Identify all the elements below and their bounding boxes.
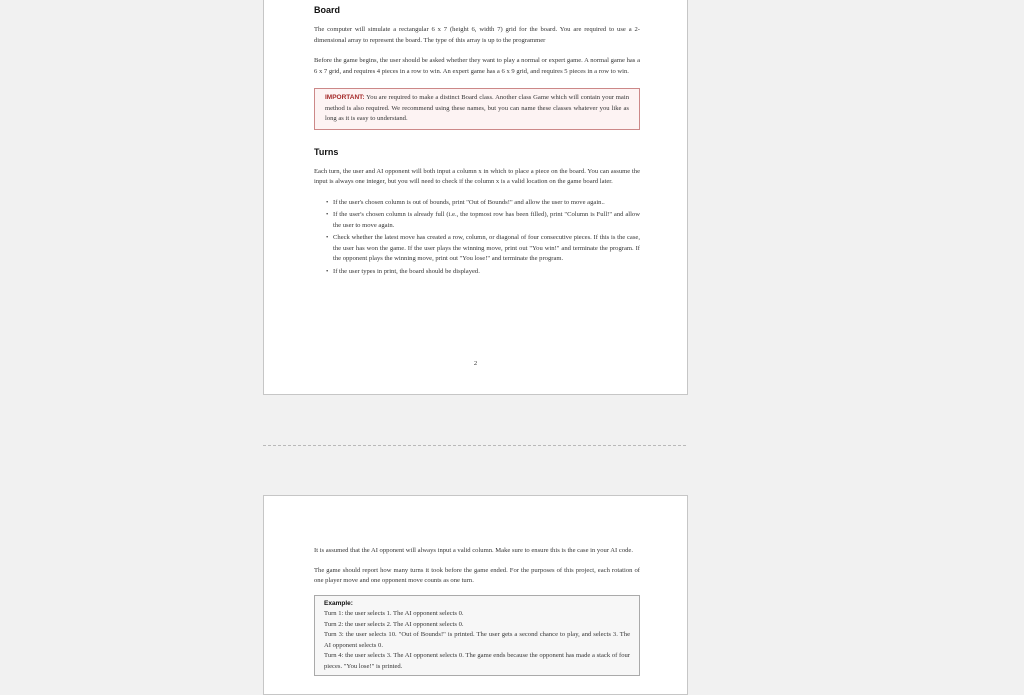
page-break-divider [263,445,686,446]
important-note-box [314,88,640,130]
list-item: • Check whether the latest move has created a row, column, or diagonal of four consecutive pieces. If this is the case, the user has won the game. If the user plays the winning move, print out "You win!" and terminate the program. If the opponent plays the winning move, print out "You lose!" and terminate the program. [326,234,640,262]
bullet-icon: • [326,211,329,218]
important-text: You are required to make a distinct Board class. Another class Game which will contain your main method is also required. We recommend using these names, but you can name these classes whatever you like as long as it is easy to understand. [325,94,629,122]
example-line: Turn 3: the user selects 10. "Out of Bounds!" is printed. The user gets a second chance to play, and selects 3. The AI opponent selects 0. [324,631,630,649]
bullet-icon: • [326,234,329,241]
turns-heading: Turns [314,146,339,157]
page-number: 2 [473,360,478,367]
example-box [314,595,640,677]
important-label: IMPORTANT: [325,94,365,101]
document-page-3 [263,495,688,695]
rules-list [314,198,640,278]
list-item: • If the user types in print, the board should be displayed. [314,267,640,278]
bullet-icon: • [326,198,329,206]
ai-assumption-paragraph: It is assumed that the AI opponent will always input a valid column. Make sure to ensure this is the case in your AI code. [314,547,633,554]
bullet-icon: • [326,267,329,275]
example-line: Turn 1: the user selects 1. The AI opponent selects 0. [324,610,464,617]
board-heading: Board [314,5,341,15]
example-title: Example: [324,599,353,607]
page-content [314,546,640,676]
example-line: Turn 2: the user selects 2. The AI opponent selects 0. [324,620,464,628]
document-page-2 [263,0,688,395]
page-content [314,5,640,277]
board-paragraph-2: Before the game begins, the user should be asked whether they want to play a normal or expert game. A normal game has a 6 x 7 grid, and requires 4 pieces in a row to win. An expert game has a 6 x 9 grid, and requires 5 pieces in a row to win. [314,57,640,75]
example-line: Turn 4: the user selects 3. The AI opponent selects 0. The game ends because the opponent has made a stack of four pieces. "You lose!" is printed. [324,652,630,670]
turns-paragraph: Each turn, the user and AI opponent will both input a column x in which to place a piece on the board. You can assume the input is always one integer, but you will need to check if the column x is a valid location on the game board later. [314,167,640,185]
list-item: • If the user's chosen column is already full (i.e., the topmost row has been filled), print "Column is Full!" and allow the user to move again. [326,211,640,229]
list-item: • If the user's chosen column is out of bounds, print "Out of Bounds!" and allow the user to move again.. [314,198,640,209]
board-paragraph-1: The computer will simulate a rectangular 6 x 7 (height 6, width 7) grid for the board. You are required to use a 2-dimensional array to represent the board. The type of this array is up to the programmer [314,26,640,44]
turn-count-paragraph: The game should report how many turns it took before the game ended. For the purposes of this project, each rotation of one player move and one opponent move counts as one turn. [314,566,640,584]
